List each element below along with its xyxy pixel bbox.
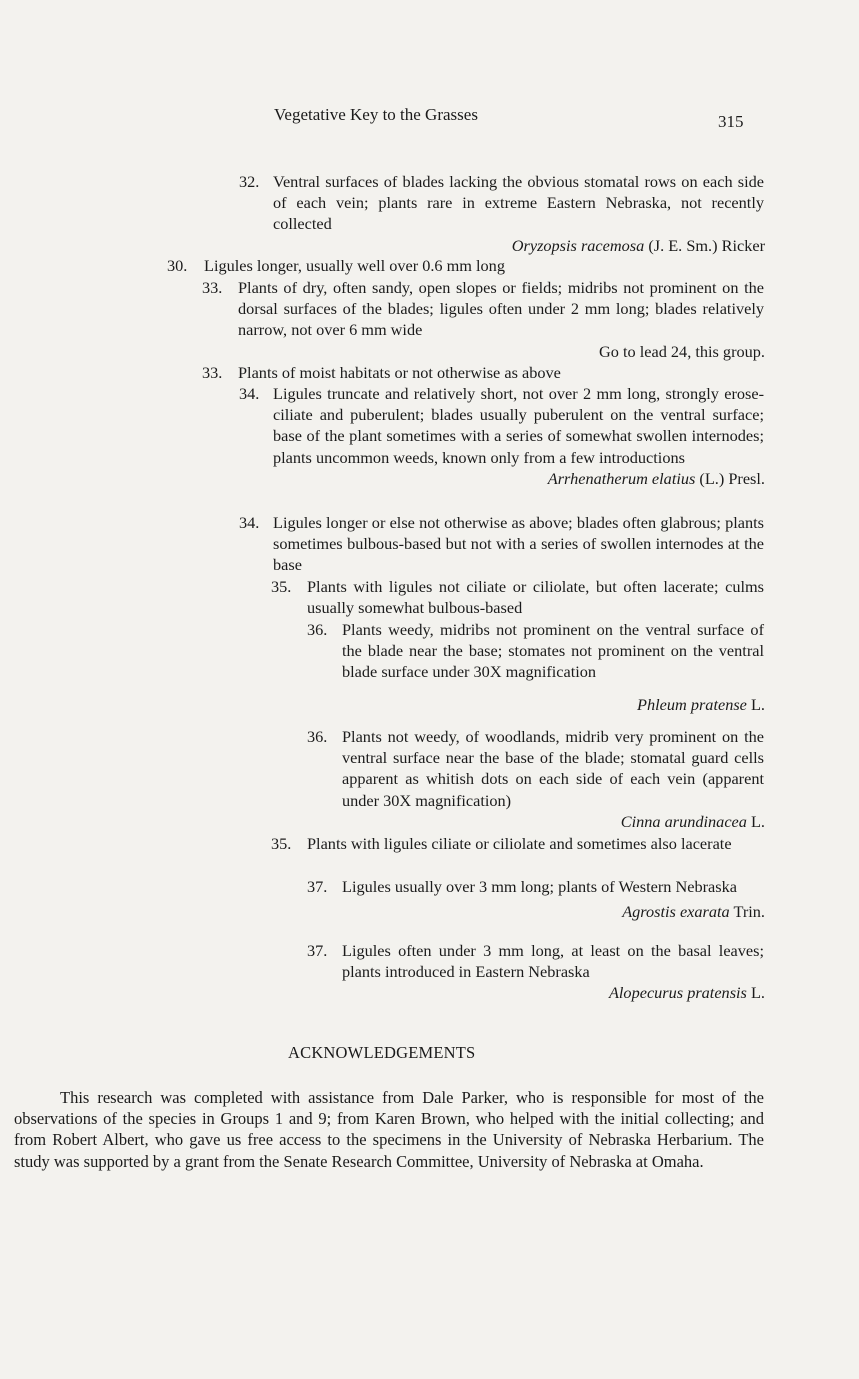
lead-number: 36.: [307, 620, 328, 639]
lead-text: Ligules truncate and relatively short, not over 2 mm long, strongly erose-ciliate and puberulent; blades usually puberulent on the ventral surface; base of the plant sometimes with a series of somewhat swollen internodes; plants uncommon weeds, known only from a few introductions: [273, 384, 764, 467]
species-line: [342, 901, 765, 922]
lead-text: Ligules longer, usually well over 0.6 mm long: [204, 256, 505, 275]
species-authority: L.: [746, 694, 765, 714]
lead-text: Plants not weedy, of woodlands, midrib very prominent on the ventral surface near the base of the blade; stomatal guard cells apparent as whitish dots on each side of each vein (apparent under 30X magnification): [342, 727, 764, 810]
key-entry-30b: [167, 255, 764, 276]
key-entry-36b: [307, 726, 765, 832]
key-entry-34a: [239, 383, 765, 489]
acknowledgements-paragraph: [14, 1087, 764, 1172]
species-name: Agrostis exarata: [622, 902, 730, 922]
key-entry-37b: [307, 940, 765, 1004]
lead-text: Plants with ligules not ciliate or ciliolate, but often lacerate; culms usually somewhat bulbous-based: [307, 577, 764, 618]
species-authority: L.: [746, 983, 765, 1003]
species-line: [342, 694, 765, 715]
lead-number: 30.: [167, 256, 188, 275]
lead-number: 35.: [271, 834, 292, 853]
key-entry-35a: [271, 576, 764, 618]
lead-number: 37.: [307, 941, 328, 960]
species-name: Alopecurus pratensis: [608, 983, 747, 1003]
goto-line: Go to lead 24, this group.: [599, 341, 765, 361]
species-line: [273, 235, 765, 256]
key-entry-35b: [271, 833, 764, 854]
lead-number: 34.: [239, 384, 260, 403]
acknowledgements-body: This research was completed with assistance from Dale Parker, who is responsible for most of the observations of the species in Groups 1 and 9; from Karen Brown, who helped with the initial collecting; and from Robert Albert, who gave us free access to the specimens in the University of Nebraska Herbarium. The study was supported by a grant from the Senate Research Committee, University of Nebraska at Omaha.: [14, 1088, 764, 1171]
lead-number: 36.: [307, 727, 328, 746]
section-heading: ACKNOWLEDGEMENTS: [288, 1043, 476, 1062]
lead-number: 33.: [202, 363, 223, 382]
key-entry-34b: [239, 512, 764, 576]
species-name: Arrhenatherum elatius: [547, 468, 696, 488]
lead-text: Plants with ligules ciliate or ciliolate and sometimes also lacerate: [307, 834, 732, 853]
lead-text: Ligules often under 3 mm long, at least on the basal leaves; plants introduced in Eastern Nebraska: [342, 941, 764, 982]
species-authority: (J. E. Sm.) Ricker: [644, 235, 765, 255]
key-entry-36a: [307, 619, 765, 715]
lead-number: 35.: [271, 577, 292, 596]
lead-number: 37.: [307, 877, 328, 896]
species-authority: Trin.: [729, 902, 765, 922]
species-authority: L.: [746, 811, 765, 831]
running-header: Vegetative Key to the Grasses: [274, 105, 478, 124]
lead-number: 33.: [202, 278, 223, 297]
key-entry-33b: [202, 362, 764, 383]
species-name: Oryzopsis racemosa: [511, 235, 645, 255]
lead-number: 32.: [239, 172, 260, 191]
lead-text: Ligules usually over 3 mm long; plants of Western Nebraska: [342, 877, 737, 896]
lead-text: Ventral surfaces of blades lacking the obvious stomatal rows on each side of each vein; plants rare in extreme Eastern Nebraska, not recently collected: [273, 172, 764, 234]
lead-text: Ligules longer or else not otherwise as above; blades often glabrous; plants sometimes bulbous-based but not with a series of swollen internodes at the base: [273, 513, 764, 575]
key-entry-33a: [202, 277, 765, 362]
species-line: [273, 468, 765, 489]
species-name: Phleum pratense: [637, 694, 747, 714]
species-authority: (L.) Presl.: [695, 468, 765, 488]
species-name: Cinna arundinacea: [620, 811, 747, 831]
species-line: [342, 982, 765, 1003]
lead-number: 34.: [239, 513, 260, 532]
lead-text: Plants of dry, often sandy, open slopes or fields; midribs not prominent on the dorsal surfaces of the blades; ligules often under 2 mm long; blades relatively narrow, not over 6 mm wide: [238, 278, 764, 340]
lead-text: Plants weedy, midribs not prominent on the ventral surface of the blade near the base; stomates not prominent on the ventral blade surface under 30X magnification: [342, 620, 764, 682]
key-entry-32b: [239, 171, 765, 256]
page-number: 315: [718, 112, 744, 131]
lead-text: Plants of moist habitats or not otherwise as above: [238, 363, 561, 382]
species-line: [342, 811, 765, 832]
key-entry-37a: [307, 876, 765, 922]
